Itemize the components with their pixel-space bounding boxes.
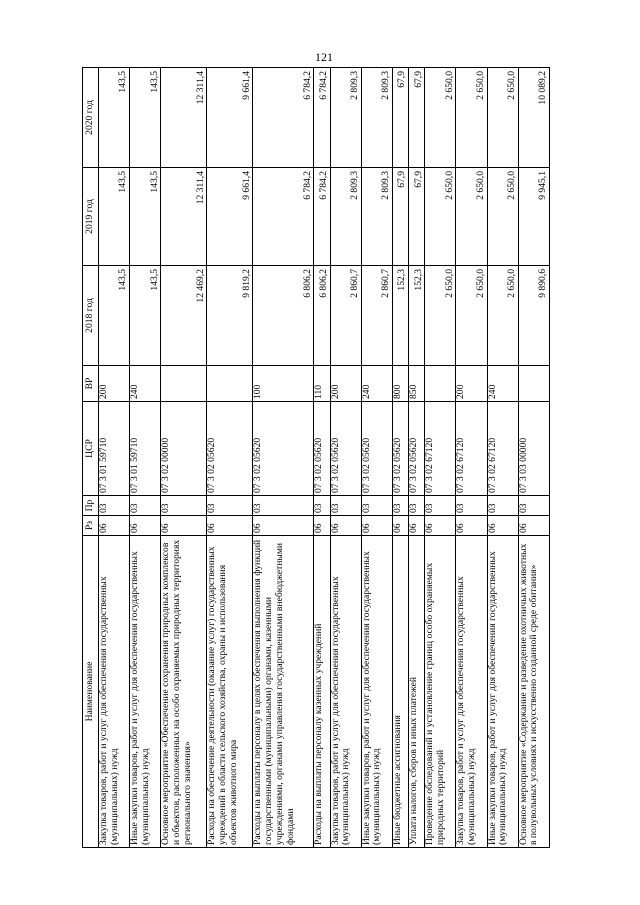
cell-csr: 07 3 02 05620: [314, 402, 330, 496]
cell-2018: 2 650,0: [487, 266, 518, 366]
table-row: [487, 68, 518, 848]
cell-vr: 200: [456, 366, 487, 402]
cell-rz: 06: [456, 516, 487, 536]
cell-2020: 2 650,0: [456, 68, 487, 168]
cell-csr: 07 3 02 05620: [361, 402, 392, 496]
cell-name: Закупка товаров, работ и услуг для обеспечения государственных (муниципальных) нужд: [99, 536, 130, 848]
cell-vr: [425, 366, 456, 402]
cell-csr: 07 3 03 00000: [518, 402, 549, 496]
cell-name: Расходы на выплаты персоналу казенных учреждений: [314, 536, 330, 848]
cell-2018: 143,5: [130, 266, 161, 366]
cell-2020: 143,5: [130, 68, 161, 168]
cell-vr: 200: [330, 366, 361, 402]
budget-table: [82, 67, 550, 848]
header-rz: Рз: [83, 516, 99, 536]
cell-2018: 9 819,2: [207, 266, 253, 366]
cell-rz: 06: [425, 516, 456, 536]
cell-rz: 06: [392, 516, 408, 536]
cell-name: Иные закупки товаров, работ и услуг для обеспечения государственных (муниципальных) нужд: [487, 536, 518, 848]
cell-name: Основное мероприятие «Содержание и разведение охотничьих животных в полувольных условиях и искусственно созданной среде обитания»: [518, 536, 549, 848]
header-vr: ВР: [83, 366, 99, 402]
header-name: Наименование: [83, 536, 99, 848]
cell-name: Иные закупки товаров, работ и услуг для обеспечения государственных (муниципальных) нужд: [361, 536, 392, 848]
cell-vr: 100: [253, 366, 314, 402]
cell-vr: [518, 366, 549, 402]
cell-2018: 152,3: [392, 266, 408, 366]
cell-2018: 6 806,2: [314, 266, 330, 366]
cell-vr: 110: [314, 366, 330, 402]
cell-rz: 06: [409, 516, 425, 536]
cell-name: Иные закупки товаров, работ и услуг для обеспечения государственных (муниципальных) нужд: [130, 536, 161, 848]
cell-csr: 07 3 02 05620: [207, 402, 253, 496]
cell-2019: 67,9: [409, 168, 425, 266]
cell-2018: 152,3: [409, 266, 425, 366]
cell-2019: 2 809,3: [361, 168, 392, 266]
cell-2019: 9 661,4: [207, 168, 253, 266]
cell-pr: 03: [130, 496, 161, 516]
cell-2018: 2 650,0: [456, 266, 487, 366]
cell-vr: 850: [409, 366, 425, 402]
cell-pr: 03: [392, 496, 408, 516]
cell-name: Закупка товаров, работ и услуг для обеспечения государственных (муниципальных) нужд: [330, 536, 361, 848]
cell-pr: 03: [425, 496, 456, 516]
table-row: [207, 68, 253, 848]
cell-2018: 6 806,2: [253, 266, 314, 366]
table-row: [425, 68, 456, 848]
cell-2018: 12 469,2: [161, 266, 207, 366]
header-2018: 2018 год: [83, 266, 99, 366]
cell-rz: 06: [207, 516, 253, 536]
cell-csr: 07 3 02 67120: [456, 402, 487, 496]
cell-rz: 06: [330, 516, 361, 536]
table-row: [253, 68, 314, 848]
table-row: [99, 68, 130, 848]
table-header-row: [83, 68, 99, 848]
cell-rz: 06: [518, 516, 549, 536]
cell-2019: 12 311,4: [161, 168, 207, 266]
cell-csr: 07 3 02 67120: [487, 402, 518, 496]
header-pr: Пр: [83, 496, 99, 516]
cell-2019: 2 650,0: [456, 168, 487, 266]
cell-2019: 2 650,0: [425, 168, 456, 266]
cell-2019: 67,9: [392, 168, 408, 266]
cell-rz: 06: [99, 516, 130, 536]
table-body: [99, 68, 550, 848]
cell-csr: 07 3 02 00000: [161, 402, 207, 496]
cell-rz: 06: [130, 516, 161, 536]
cell-2019: 143,5: [99, 168, 130, 266]
cell-2019: 9 945,1: [518, 168, 549, 266]
cell-pr: 03: [361, 496, 392, 516]
table-row: [330, 68, 361, 848]
cell-pr: 03: [207, 496, 253, 516]
cell-pr: 03: [330, 496, 361, 516]
cell-csr: 07 3 02 67120: [425, 402, 456, 496]
cell-2018: 2 860,7: [330, 266, 361, 366]
cell-csr: 07 3 02 05620: [409, 402, 425, 496]
table-row: [456, 68, 487, 848]
cell-name: Уплата налогов, сборов и иных платежей: [409, 536, 425, 848]
cell-csr: 07 3 02 05620: [392, 402, 408, 496]
cell-2020: 2 809,3: [361, 68, 392, 168]
cell-rz: 06: [361, 516, 392, 536]
cell-pr: 03: [161, 496, 207, 516]
header-2020: 2020 год: [83, 68, 99, 168]
cell-vr: 240: [130, 366, 161, 402]
cell-csr: 07 3 01 59710: [99, 402, 130, 496]
cell-pr: 03: [518, 496, 549, 516]
table-row: [392, 68, 408, 848]
cell-rz: 06: [314, 516, 330, 536]
cell-csr: 07 3 02 05620: [330, 402, 361, 496]
cell-pr: 03: [409, 496, 425, 516]
table-row: [518, 68, 549, 848]
cell-2019: 6 784,2: [253, 168, 314, 266]
cell-2019: 6 784,2: [314, 168, 330, 266]
cell-pr: 03: [99, 496, 130, 516]
table-row: [409, 68, 425, 848]
cell-vr: 240: [361, 366, 392, 402]
cell-csr: 07 3 02 05620: [253, 402, 314, 496]
rotated-table-container: [82, 68, 550, 848]
cell-2019: 2 809,3: [330, 168, 361, 266]
cell-name: Расходы на обеспечение деятельности (оказание услуг) государственных учреждений в области сельского хозяйства, охраны и использования объектов животного мира: [207, 536, 253, 848]
cell-2020: 2 650,0: [487, 68, 518, 168]
cell-rz: 06: [161, 516, 207, 536]
cell-name: Иные бюджетные ассигнования: [392, 536, 408, 848]
cell-name: Закупка товаров, работ и услуг для обеспечения государственных (муниципальных) нужд: [456, 536, 487, 848]
cell-vr: 200: [99, 366, 130, 402]
cell-vr: [161, 366, 207, 402]
cell-2019: 143,5: [130, 168, 161, 266]
table-row: [361, 68, 392, 848]
cell-2018: 9 890,6: [518, 266, 549, 366]
cell-2020: 2 650,0: [425, 68, 456, 168]
table-row: [130, 68, 161, 848]
cell-2020: 6 784,2: [314, 68, 330, 168]
header-csr: ЦСР: [83, 402, 99, 496]
cell-pr: 03: [487, 496, 518, 516]
cell-2018: 2 650,0: [425, 266, 456, 366]
cell-2020: 6 784,2: [253, 68, 314, 168]
cell-2020: 2 809,3: [330, 68, 361, 168]
cell-pr: 03: [456, 496, 487, 516]
cell-vr: 800: [392, 366, 408, 402]
cell-2020: 67,9: [409, 68, 425, 168]
cell-2020: 143,5: [99, 68, 130, 168]
table-row: [161, 68, 207, 848]
table-row: [314, 68, 330, 848]
cell-2019: 2 650,0: [487, 168, 518, 266]
cell-2018: 2 860,7: [361, 266, 392, 366]
cell-rz: 06: [487, 516, 518, 536]
cell-vr: [207, 366, 253, 402]
cell-vr: 240: [487, 366, 518, 402]
cell-name: Расходы на выплаты персоналу в целях обеспечения выполнения функций государственными (муниципальными) органами, казенными учреждениями, органами управления государственными внебюджетными фондами: [253, 536, 314, 848]
cell-2020: 67,9: [392, 68, 408, 168]
cell-2020: 10 089,2: [518, 68, 549, 168]
header-2019: 2019 год: [83, 168, 99, 266]
cell-2020: 12 311,4: [161, 68, 207, 168]
cell-csr: 07 3 01 59710: [130, 402, 161, 496]
cell-rz: 06: [253, 516, 314, 536]
cell-name: Основное мероприятие «Обеспечение сохранения природных комплексов и объектов, расположенных на особо охраняемых природных территориях регионального значения»: [161, 536, 207, 848]
cell-2020: 9 661,4: [207, 68, 253, 168]
page-number: 121: [315, 50, 333, 64]
cell-name: Проведение обследований и установление границ особо охраняемых природных территорий: [425, 536, 456, 848]
cell-pr: 03: [314, 496, 330, 516]
cell-pr: 03: [253, 496, 314, 516]
cell-2018: 143,5: [99, 266, 130, 366]
